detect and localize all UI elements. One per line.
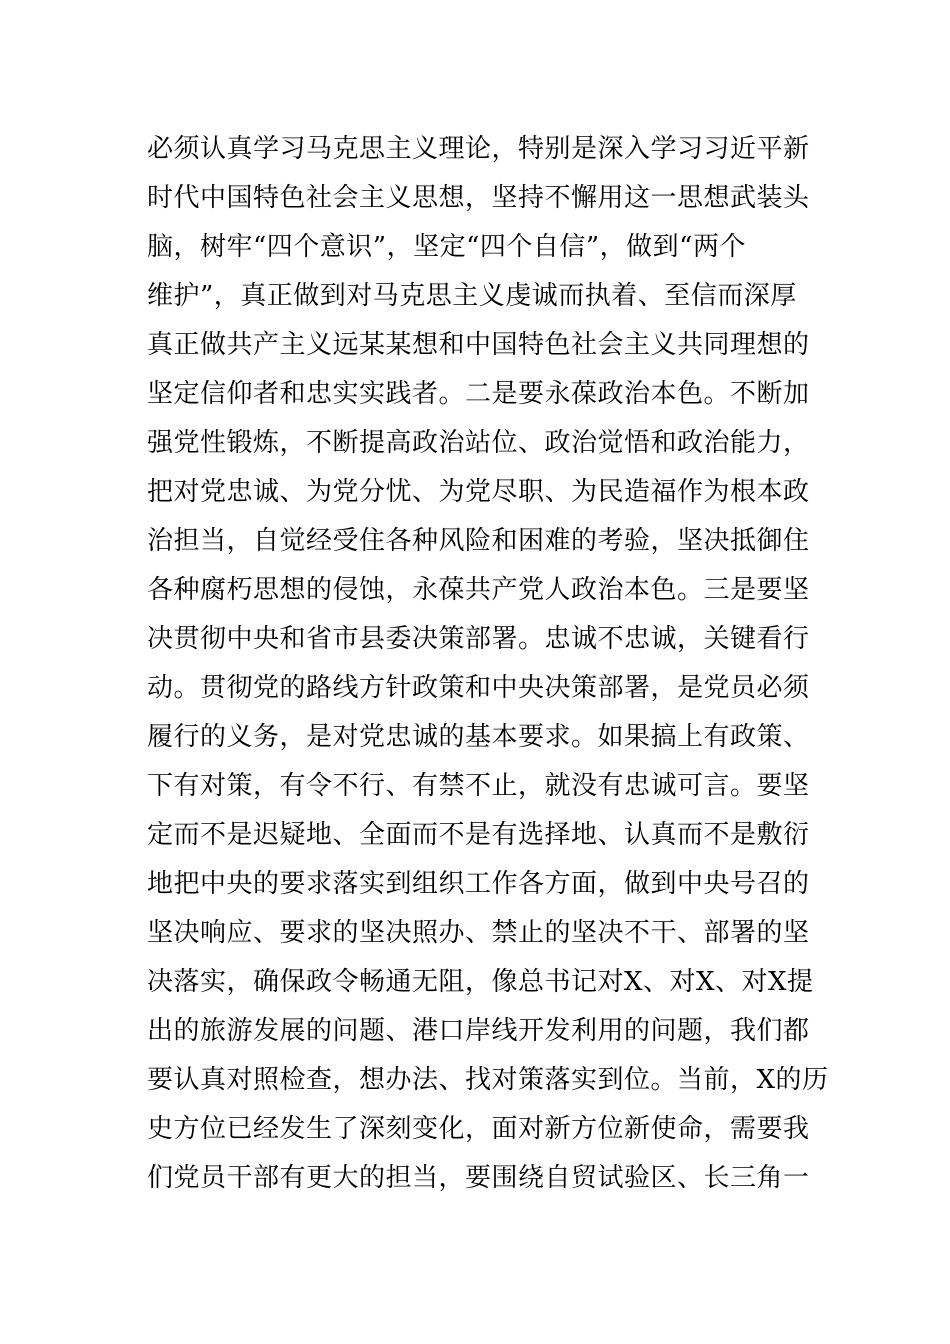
text-line: 要认真对照检查，想办法、找对策落实到位。当前，X的历 [147,1065,829,1095]
text-line: 脑，树牢“四个意识”，坚定“四个自信”，做到“两个 [147,232,746,262]
text-line: 履行的义务，是对党忠诚的基本要求。如果搞上有政策、 [147,722,810,752]
text-line: 治担当，自觉经受住各种风险和困难的考验，坚决抵御住 [147,526,810,556]
text-line: 决落实，确保政令畅通无阻，像总书记对X、对X、对X提 [147,967,814,997]
text-line: 把对党忠诚、为党分忧、为党尽职、为民造福作为根本政 [147,477,810,507]
text-line: 坚定信仰者和忠实实践者。二是要永葆政治本色。不断加 [147,379,810,409]
body-text [147,125,829,1203]
text-line: 时代中国特色社会主义思想，坚持不懈用这一思想武装头 [147,183,810,213]
text-line: 下有对策，有令不行、有禁不止，就没有忠诚可言。要坚 [147,771,810,801]
text-line: 坚决响应、要求的坚决照办、禁止的坚决不干、部署的坚 [147,918,810,948]
text-line: 史方位已经发生了深刻变化，面对新方位新使命，需要我 [147,1114,810,1144]
text-line: 定而不是迟疑地、全面而不是有选择地、认真而不是敷衍 [147,820,810,850]
text-line: 强党性锻炼，不断提高政治站位、政治觉悟和政治能力， [147,428,810,458]
text-line: 动。贯彻党的路线方针政策和中央决策部署，是党员必须 [147,673,810,703]
text-line: 必须认真学习马克思主义理论，特别是深入学习习近平新 [147,134,810,164]
text-line: 决贯彻中央和省市县委决策部署。忠诚不忠诚，关键看行 [147,624,810,654]
text-line: 各种腐朽思想的侵蚀，永葆共产党人政治本色。三是要坚 [147,575,810,605]
text-line: 真正做共产主义远某某想和中国特色社会主义共同理想的 [147,330,810,360]
text-line: 地把中央的要求落实到组织工作各方面，做到中央号召的 [147,869,810,899]
text-line: 出的旅游发展的问题、港口岸线开发利用的问题，我们都 [147,1016,810,1046]
text-line: 维护”，真正做到对马克思主义虔诚而执着、至信而深厚 [147,281,797,311]
text-line: 们党员干部有更大的担当，要围绕自贸试验区、长三角一 [147,1163,810,1193]
